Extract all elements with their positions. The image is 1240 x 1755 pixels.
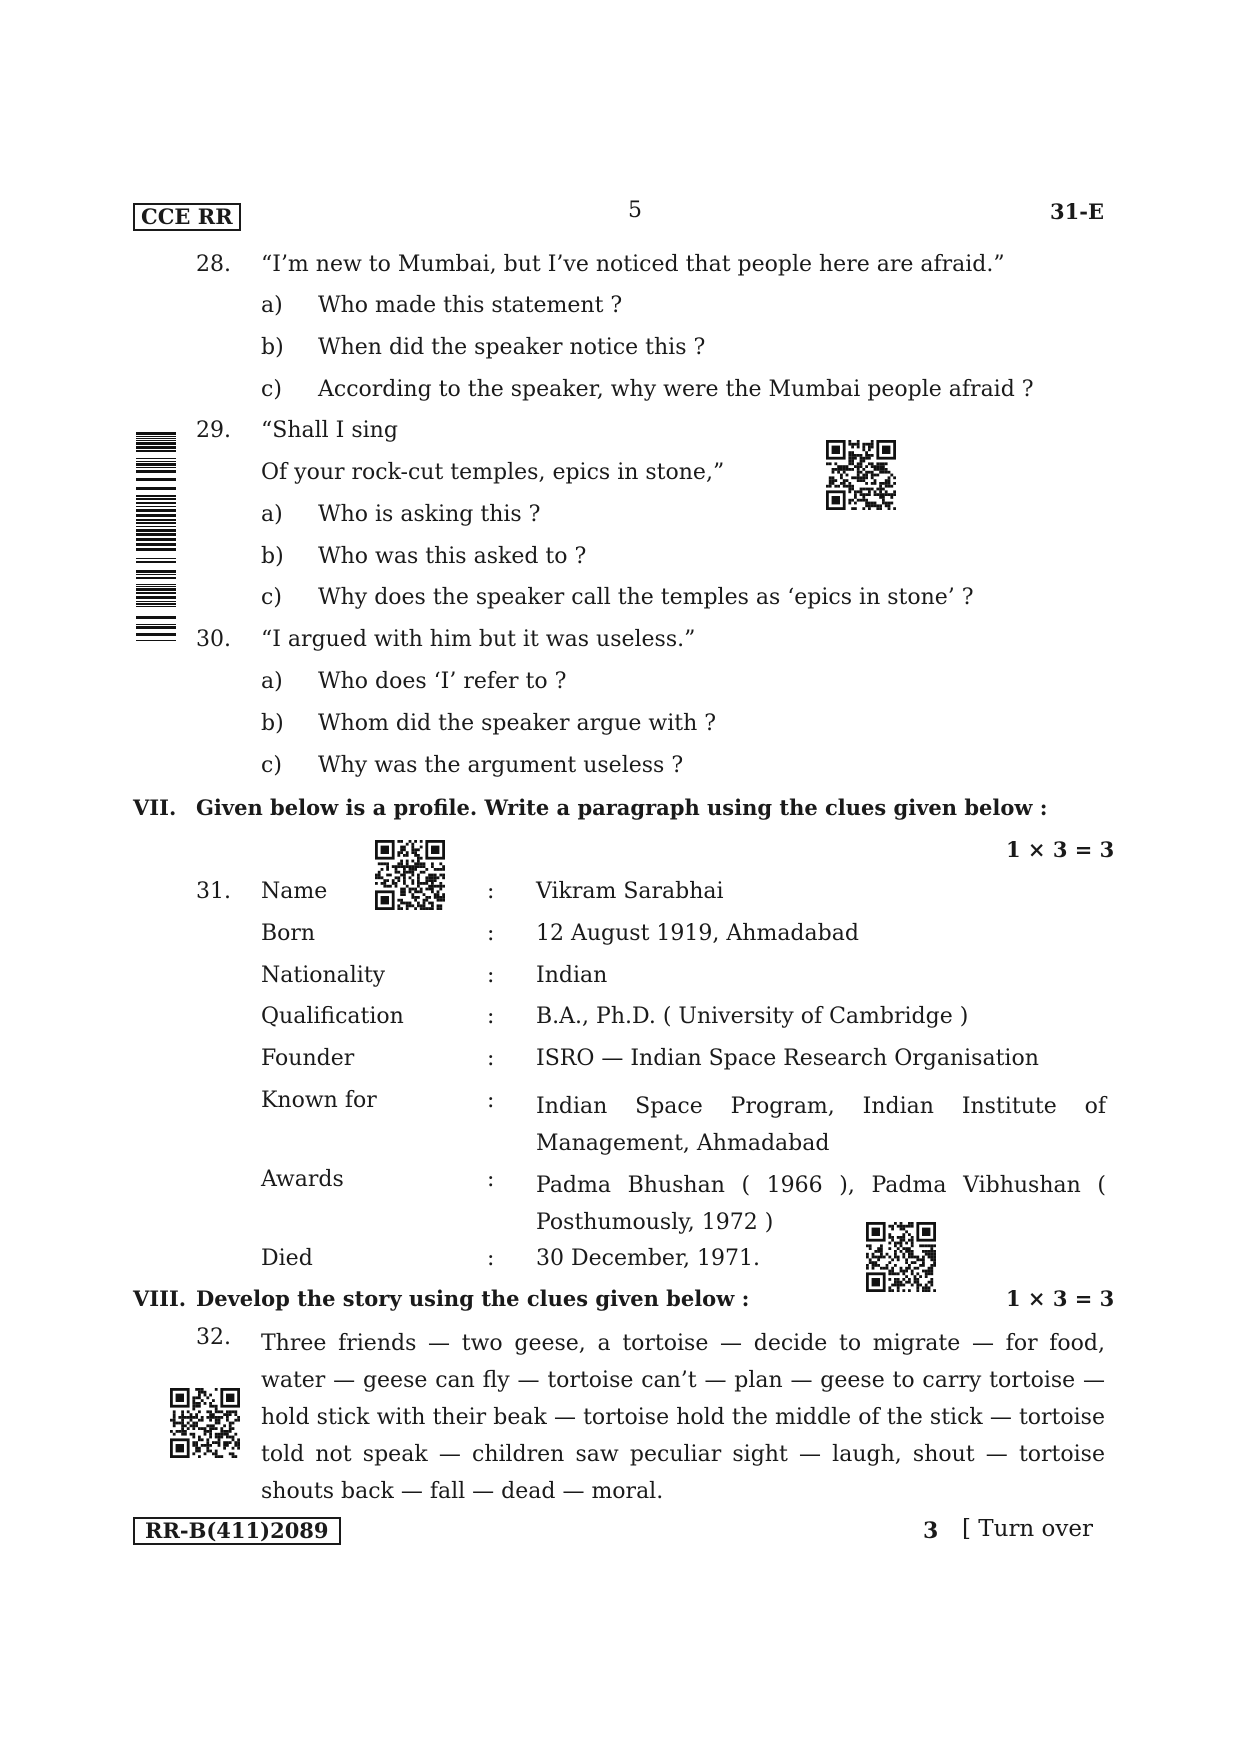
question-quote: “I’m new to Mumbai, but I’ve noticed that people here are afraid.”: [261, 252, 1005, 277]
part-label: a): [261, 293, 283, 318]
profile-key: Known for: [261, 1088, 377, 1113]
barcode-strip: [136, 432, 176, 654]
part-label: a): [261, 669, 283, 694]
profile-separator: :: [487, 1046, 495, 1071]
page-number: 5: [628, 198, 642, 223]
profile-key: Awards: [261, 1167, 344, 1192]
part-text: Why was the argument useless ?: [318, 753, 684, 778]
profile-value: Padma Bhushan ( 1966 ), Padma Vibhushan ( Posthumously, 1972 ): [536, 1173, 1106, 1235]
profile-value: 30 December, 1971.: [536, 1246, 761, 1271]
subject-code: 31-E: [1050, 199, 1104, 224]
section-numeral: VIII.: [133, 1286, 187, 1311]
part-label: a): [261, 502, 283, 527]
qr-code-icon: [866, 1222, 936, 1292]
profile-value: Indian: [536, 963, 608, 988]
profile-key: Born: [261, 921, 316, 946]
question-quote: “Shall I sing: [261, 418, 398, 443]
marks-allocation: 1 × 3 = 3: [1006, 837, 1115, 862]
profile-separator: :: [487, 921, 495, 946]
question-quote: “I argued with him but it was useless.”: [261, 627, 696, 652]
profile-key: Qualification: [261, 1004, 404, 1029]
qr-code-icon: [826, 440, 896, 510]
profile-value: B.A., Ph.D. ( University of Cambridge ): [536, 1004, 969, 1029]
part-text: Why does the speaker call the temples as ‘epics in stone’ ?: [318, 585, 974, 610]
marks-allocation: 1 × 3 = 3: [1006, 1286, 1115, 1311]
question-number: 28.: [196, 252, 231, 277]
qr-code-icon: [170, 1388, 240, 1458]
part-text: Who was this asked to ?: [318, 544, 587, 569]
part-label: c): [261, 377, 282, 402]
question-quote: Of your rock-cut temples, epics in stone,”: [261, 460, 725, 485]
profile-key: Name: [261, 879, 328, 904]
part-text: Who is asking this ?: [318, 502, 541, 527]
booklet-code-box: RR-B(411)2089: [133, 1517, 341, 1545]
profile-value: Indian Space Program, Indian Institute of Management, Ahmadabad: [536, 1094, 1106, 1156]
story-clues: Three friends — two geese, a tortoise — decide to migrate — for food, water — geese can fly — tortoise can’t — plan — geese to carry tortoise — hold stick with their beak — tortoise hold the middle of the stick — tortoise told not speak — children saw peculiar sight — laugh, shout — tortoise shouts back — fall — dead — moral.: [261, 1331, 1105, 1504]
profile-separator: :: [487, 1088, 495, 1113]
part-label: c): [261, 585, 282, 610]
part-text: Who does ‘I’ refer to ?: [318, 669, 567, 694]
part-text: Whom did the speaker argue with ?: [318, 711, 717, 736]
sheet-number: 3: [923, 1518, 939, 1544]
question-number: 30.: [196, 627, 231, 652]
profile-value: 12 August 1919, Ahmadabad: [536, 921, 859, 946]
profile-separator: :: [487, 1167, 495, 1192]
question-number: 32.: [196, 1325, 231, 1350]
part-text: When did the speaker notice this ?: [318, 335, 706, 360]
qr-code-icon: [375, 840, 445, 910]
section-heading: Given below is a profile. Write a paragraph using the clues given below :: [196, 795, 1048, 820]
profile-key: Nationality: [261, 963, 386, 988]
profile-separator: :: [487, 1004, 495, 1029]
profile-separator: :: [487, 879, 495, 904]
section-numeral: VII.: [133, 795, 177, 820]
profile-separator: :: [487, 963, 495, 988]
question-number: 29.: [196, 418, 231, 443]
profile-key: Founder: [261, 1046, 355, 1071]
profile-separator: :: [487, 1246, 495, 1271]
profile-key: Died: [261, 1246, 313, 1271]
question-number: 31.: [196, 879, 231, 904]
profile-value: Vikram Sarabhai: [536, 879, 724, 904]
section-heading: Develop the story using the clues given below :: [196, 1286, 750, 1311]
part-text: Who made this statement ?: [318, 293, 623, 318]
paper-code-box: CCE RR: [133, 203, 241, 231]
turn-over-note: [ Turn over: [962, 1516, 1094, 1542]
profile-value: ISRO — Indian Space Research Organisation: [536, 1046, 1039, 1071]
part-text: According to the speaker, why were the Mumbai people afraid ?: [318, 377, 1034, 402]
part-label: b): [261, 711, 284, 736]
part-label: b): [261, 335, 284, 360]
part-label: c): [261, 753, 282, 778]
part-label: b): [261, 544, 284, 569]
